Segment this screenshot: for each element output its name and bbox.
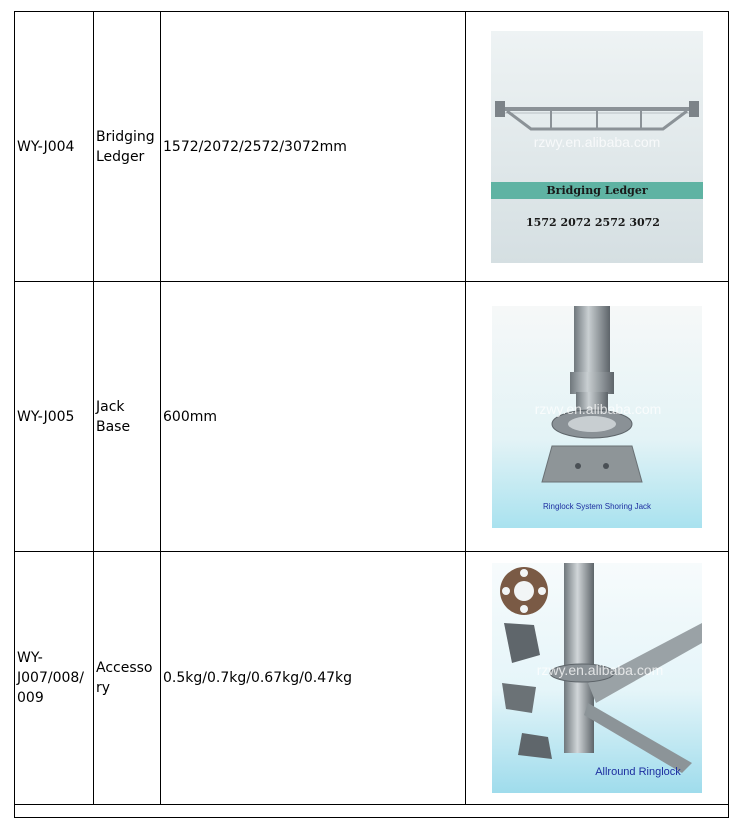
table-row-partial bbox=[15, 805, 729, 818]
product-image-cell bbox=[466, 12, 729, 282]
image-caption: Ringlock System Shoring Jack bbox=[542, 501, 652, 511]
product-name: Jack Base bbox=[94, 282, 161, 552]
product-name: Bridging Ledger bbox=[94, 12, 161, 282]
table-row bbox=[15, 12, 729, 282]
product-spec: 600mm bbox=[161, 282, 466, 552]
watermark: rzwy.en.alibaba.com bbox=[534, 400, 662, 417]
accessory-image bbox=[492, 563, 702, 793]
product-image-cell bbox=[466, 552, 729, 805]
product-name: Accessory bbox=[94, 552, 161, 805]
product-image-cell bbox=[466, 282, 729, 552]
partial-cell bbox=[15, 805, 729, 818]
product-code: WY-J004 bbox=[15, 12, 94, 282]
product-spec: 0.5kg/0.7kg/0.67kg/0.47kg bbox=[161, 552, 466, 805]
table-row bbox=[15, 552, 729, 805]
product-code: WY-J005 bbox=[15, 282, 94, 552]
watermark: rzwy.en.alibaba.com bbox=[536, 662, 664, 678]
jack-base-image bbox=[492, 306, 702, 528]
product-table bbox=[14, 11, 729, 818]
image-title: Bridging Ledger bbox=[546, 183, 648, 197]
table-row bbox=[15, 282, 729, 552]
image-caption: Allround Ringlock bbox=[595, 766, 681, 778]
bridging-ledger-image bbox=[491, 31, 703, 263]
image-sizes: 1572 2072 2572 3072 bbox=[526, 215, 660, 229]
product-code: WY-J007/008/009 bbox=[15, 552, 94, 805]
watermark: rzwy.en.alibaba.com bbox=[533, 133, 661, 150]
product-spec: 1572/2072/2572/3072mm bbox=[161, 12, 466, 282]
